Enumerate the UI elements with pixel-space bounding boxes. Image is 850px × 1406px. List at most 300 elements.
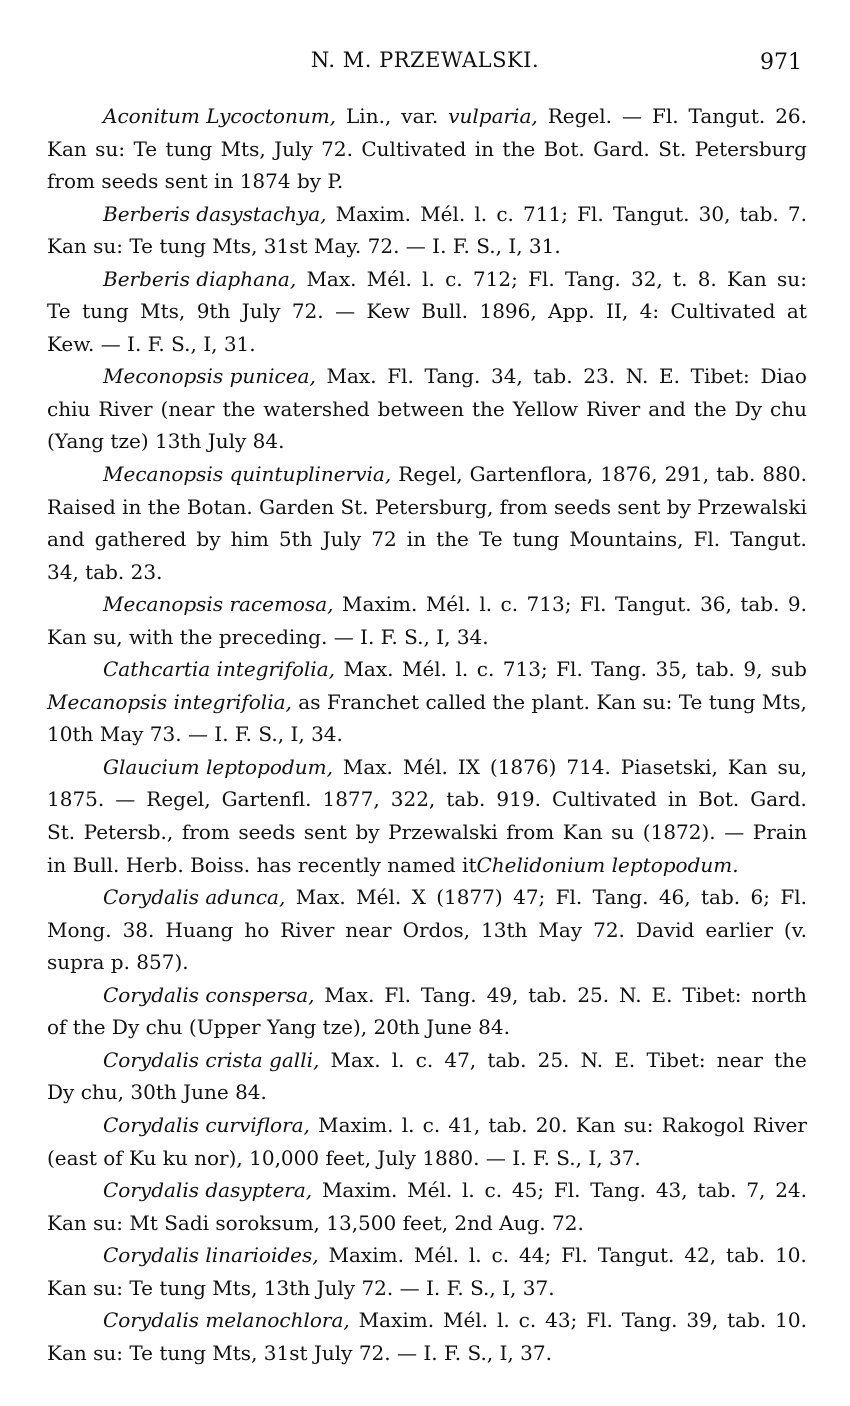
- text-segment: Tangut.: [688, 104, 766, 128]
- text-segment: Petersburg,: [374, 494, 494, 519]
- text-segment: the: [436, 527, 469, 552]
- text-segment: him: [230, 527, 269, 552]
- text-segment: E.: [651, 982, 673, 1007]
- text-segment: Max.: [343, 657, 394, 682]
- text-line: [47, 360, 807, 393]
- text-segment: Petersb.,: [83, 820, 174, 845]
- text-segment: —: [621, 104, 642, 128]
- text-segment: Kan su: Mt Sadi soroksum, 13,500 feet, 2nd Aug. 72.: [47, 1210, 584, 1235]
- text-segment: Te: [47, 299, 71, 324]
- text-line: [47, 653, 807, 686]
- text-segment: 10th May 73. — I. F. S., I, 34.: [47, 722, 343, 747]
- text-segment: 39,: [686, 1308, 719, 1333]
- text-segment: var.: [401, 104, 439, 128]
- text-segment: 25.: [577, 982, 610, 1007]
- text-segment: l.: [461, 1178, 475, 1203]
- running-title: N. M. PRZEWALSKI.: [310, 48, 540, 72]
- text-segment: Diao: [760, 364, 807, 389]
- text-segment: and: [47, 527, 85, 552]
- text-segment: Kan su: Te tung Mts, 31st May. 72. — I. F. S., I, 31.: [47, 234, 561, 259]
- text-segment: 44;: [519, 1243, 552, 1268]
- text-segment: IX: [457, 754, 480, 779]
- text-segment: Kan su: Te tung Mts, 13th July 72. — I. F. S., I, 37.: [47, 1275, 555, 1300]
- text-segment: the: [472, 396, 505, 421]
- text-segment: from seeds sent in 1874 by P.: [47, 169, 344, 194]
- text-segment: 34, tab. 23.: [47, 559, 163, 584]
- text-segment: Kew: [366, 299, 410, 324]
- text-segment: Lin.,: [346, 104, 392, 128]
- text-segment: Bot.: [698, 787, 740, 812]
- text-segment: in: [667, 787, 688, 812]
- text-segment: 10.: [775, 1243, 807, 1268]
- text-segment: Te: [678, 689, 703, 714]
- text-segment: 6;: [750, 885, 770, 910]
- text-segment: App.: [548, 299, 595, 324]
- text-segment: Tangut.: [730, 527, 807, 552]
- text-segment: in: [474, 136, 494, 161]
- species-name: Chelidonium leptopodum.: [476, 852, 739, 877]
- text-segment: Mong.: [47, 917, 112, 942]
- text-segment: tung: [512, 527, 560, 552]
- text-segment: tab.: [488, 1112, 528, 1137]
- text-segment: Tang.: [591, 657, 648, 682]
- text-segment: 1876,: [600, 462, 658, 487]
- text-segment: su,: [777, 754, 807, 779]
- text-line: [47, 1337, 807, 1370]
- text-segment: 322,: [390, 787, 436, 812]
- text-segment: c.: [445, 266, 463, 291]
- text-segment: 7,: [746, 1178, 766, 1203]
- text-segment: II,: [606, 299, 629, 324]
- text-segment: from: [181, 820, 230, 845]
- text-segment: as: [298, 689, 321, 714]
- text-segment: 36,: [700, 592, 732, 617]
- text-segment: from: [506, 820, 555, 845]
- text-segment: c.: [518, 1308, 537, 1333]
- text-segment: —: [724, 820, 745, 845]
- text-line: [47, 686, 807, 719]
- text-segment: gathered: [94, 527, 187, 552]
- text-segment: (near: [160, 396, 215, 421]
- text-segment: Maxim.: [341, 592, 418, 617]
- text-segment: Botan.: [186, 494, 253, 519]
- text-segment: (1877): [436, 885, 503, 910]
- text-segment: (east of Ku ku nor), 10,000 feet, July 1880. — I. F. S., I, 37.: [47, 1145, 641, 1170]
- text-segment: c.: [415, 1047, 434, 1072]
- text-segment: 32,: [630, 266, 663, 291]
- text-segment: in Bull. Herb. Boiss. has recently named it: [47, 852, 477, 877]
- species-name: Cathcartia integrifolia,: [103, 657, 335, 682]
- text-segment: Max.: [324, 982, 375, 1007]
- text-segment: su:: [777, 266, 807, 291]
- text-segment: Kan su: Te tung Mts, 31st July 72. — I. F. S., I, 37.: [47, 1340, 552, 1365]
- text-segment: River: [98, 396, 153, 421]
- text-segment: chu: [770, 396, 807, 421]
- text-segment: July: [241, 299, 281, 324]
- text-segment: Mél.: [356, 885, 402, 910]
- text-line: [47, 914, 807, 947]
- species-name: Corydalis melanochlora,: [103, 1308, 350, 1333]
- text-segment: Regel,: [146, 787, 211, 812]
- text-segment: tab.: [446, 787, 486, 812]
- text-segment: and: [648, 396, 686, 421]
- text-segment: Bull.: [421, 299, 469, 324]
- text-segment: Kan: [47, 136, 87, 161]
- text-segment: sub: [770, 657, 807, 682]
- text-line: [47, 1142, 807, 1175]
- text-segment: Prain: [752, 820, 807, 845]
- text-segment: Fl.: [579, 592, 607, 617]
- text-segment: chiu: [47, 396, 91, 421]
- text-segment: Maxim.: [358, 1308, 435, 1333]
- text-segment: Gartenflora,: [469, 462, 594, 487]
- text-segment: earlier: [705, 917, 773, 942]
- text-segment: 4:: [639, 299, 660, 324]
- text-segment: 25.: [537, 1047, 570, 1072]
- text-segment: sent: [303, 820, 347, 845]
- text-segment: Fl.: [693, 527, 721, 552]
- text-line: [47, 165, 807, 198]
- text-segment: su: [611, 820, 635, 845]
- text-segment: su:: [623, 1112, 654, 1137]
- text-line: [47, 295, 807, 328]
- text-line: [47, 198, 807, 231]
- text-segment: tab.: [697, 1178, 737, 1203]
- text-segment: Yellow: [512, 396, 579, 421]
- text-segment: seeds: [554, 494, 612, 519]
- text-segment: l.: [422, 266, 435, 291]
- text-segment: Kan: [596, 689, 637, 714]
- text-segment: 713;: [526, 592, 572, 617]
- text-segment: 45;: [511, 1178, 545, 1203]
- text-line: [47, 133, 807, 166]
- text-segment: the: [502, 136, 536, 161]
- text-segment: July: [322, 527, 362, 552]
- text-line: [47, 588, 807, 621]
- text-segment: l.: [474, 201, 488, 226]
- text-segment: c.: [484, 1178, 503, 1203]
- text-segment: Petersburg: [694, 136, 807, 161]
- text-segment: in: [406, 527, 427, 552]
- text-line: [47, 1109, 807, 1142]
- text-segment: (Yang tze) 13th July 84.: [47, 429, 285, 454]
- text-segment: the: [222, 396, 256, 421]
- text-segment: by: [355, 820, 380, 845]
- text-segment: Mél.: [366, 266, 412, 291]
- text-line: [47, 328, 807, 361]
- text-segment: between: [377, 396, 464, 421]
- text-segment: plant.: [531, 689, 590, 714]
- text-segment: watershed: [263, 396, 370, 421]
- text-segment: Mél.: [413, 1243, 459, 1268]
- species-name: vulparia,: [448, 104, 538, 128]
- text-segment: Fl.: [561, 1243, 588, 1268]
- text-segment: (1876): [489, 754, 557, 779]
- text-segment: 42,: [684, 1243, 717, 1268]
- text-segment: 9.: [787, 592, 807, 617]
- text-segment: N.: [619, 982, 642, 1007]
- text-segment: Gartenfl.: [221, 787, 312, 812]
- text-line: [47, 425, 807, 458]
- text-segment: Mél.: [402, 754, 448, 779]
- text-segment: 8.: [697, 266, 717, 291]
- text-segment: Tang.: [590, 1178, 647, 1203]
- text-segment: Fl.: [577, 201, 604, 226]
- species-name: Mecanopsis integrifolia,: [47, 689, 292, 714]
- text-segment: Te: [133, 136, 158, 161]
- species-name: Corydalis adunca,: [103, 885, 286, 910]
- text-segment: Max.: [342, 754, 393, 779]
- text-segment: c.: [496, 201, 514, 226]
- text-line: [47, 393, 807, 426]
- species-name: Aconitum Lycoctonum,: [103, 104, 337, 128]
- text-segment: River: [752, 1112, 807, 1137]
- text-segment: Tangut.: [614, 592, 692, 617]
- text-segment: c.: [491, 1243, 510, 1268]
- text-segment: 714.: [566, 754, 611, 779]
- text-segment: St.: [658, 136, 687, 161]
- text-line: [47, 100, 807, 133]
- text-segment: —: [115, 787, 136, 812]
- species-name: Berberis diaphana,: [103, 266, 297, 291]
- text-segment: 34,: [490, 364, 523, 389]
- text-segment: t.: [673, 266, 688, 291]
- text-segment: Maxim.: [328, 1243, 404, 1268]
- text-segment: Maxim.: [321, 1178, 398, 1203]
- text-segment: Mél.: [425, 592, 471, 617]
- text-segment: Kan: [727, 266, 767, 291]
- text-segment: 712;: [472, 266, 518, 291]
- text-segment: the: [693, 396, 727, 421]
- text-segment: Fl.: [528, 266, 555, 291]
- text-segment: Franchet: [326, 689, 420, 714]
- text-segment: 46,: [658, 885, 691, 910]
- text-segment: l.: [391, 1047, 405, 1072]
- text-segment: Tang.: [621, 1308, 678, 1333]
- text-segment: 43;: [545, 1308, 578, 1333]
- text-segment: Mél.: [407, 1178, 453, 1203]
- text-segment: (v.: [783, 917, 807, 942]
- text-segment: 43,: [655, 1178, 688, 1203]
- text-segment: David: [635, 917, 695, 942]
- text-segment: E.: [614, 1047, 636, 1072]
- text-segment: Tangut.: [612, 201, 690, 226]
- text-segment: tab.: [487, 1047, 527, 1072]
- text-line: [47, 979, 807, 1012]
- text-segment: St.: [47, 820, 76, 845]
- text-segment: by: [196, 527, 221, 552]
- text-segment: Piasetski,: [620, 754, 718, 779]
- text-segment: tab.: [716, 462, 756, 487]
- text-segment: 35,: [655, 657, 688, 682]
- text-segment: the: [492, 689, 526, 714]
- text-segment: Tang.: [592, 885, 649, 910]
- text-segment: Tang.: [420, 982, 477, 1007]
- text-segment: called: [425, 689, 486, 714]
- text-line: [47, 881, 807, 914]
- text-segment: 20.: [535, 1112, 568, 1137]
- text-segment: 24.: [775, 1178, 807, 1203]
- text-segment: Cultivated: [551, 787, 657, 812]
- text-segment: Mts,: [220, 136, 266, 161]
- text-segment: Mél.: [420, 201, 466, 226]
- text-segment: Fl.: [780, 885, 807, 910]
- text-line: [47, 1272, 807, 1305]
- text-segment: c.: [500, 592, 519, 617]
- text-segment: 30,: [698, 201, 731, 226]
- text-segment: Mts,: [761, 689, 807, 714]
- text-segment: su:: [95, 136, 126, 161]
- text-line: [47, 816, 807, 849]
- species-name: Corydalis linarioides,: [103, 1243, 319, 1268]
- text-segment: 880.: [762, 462, 807, 487]
- text-segment: at: [786, 299, 807, 324]
- text-line: [47, 946, 807, 979]
- text-segment: Kew. — I. F. S., I, 31.: [47, 331, 256, 356]
- species-name: Mecanopsis racemosa,: [103, 592, 334, 617]
- text-segment: River: [280, 917, 335, 942]
- text-segment: 5th: [278, 527, 313, 552]
- text-segment: su:: [642, 689, 673, 714]
- text-segment: 9th: [196, 299, 231, 324]
- text-segment: Tibet:: [646, 1047, 706, 1072]
- text-segment: north: [751, 982, 807, 1007]
- text-segment: 49,: [486, 982, 519, 1007]
- text-segment: X: [411, 885, 426, 910]
- text-segment: 291,: [664, 462, 710, 487]
- text-segment: 9,: [743, 657, 763, 682]
- text-segment: Tibet:: [690, 364, 750, 389]
- text-line: [47, 1044, 807, 1077]
- text-segment: July: [274, 136, 313, 161]
- text-segment: tung: [82, 299, 129, 324]
- text-segment: 72.: [291, 299, 324, 324]
- text-segment: Regel.: [547, 104, 612, 128]
- text-segment: 23.: [583, 364, 616, 389]
- text-segment: tab.: [727, 1308, 767, 1333]
- text-segment: Kan su, with the preceding. — I. F. S., I, 34.: [47, 624, 489, 649]
- species-name: Corydalis crista galli,: [103, 1047, 320, 1072]
- text-segment: Cultivated: [361, 136, 467, 161]
- text-segment: tab.: [701, 885, 741, 910]
- text-segment: 1877,: [322, 787, 380, 812]
- species-name: Mecanopsis quintuplinervia,: [103, 462, 392, 487]
- text-segment: Cultivated: [670, 299, 776, 324]
- text-segment: Przewalski: [697, 494, 807, 519]
- text-line: [47, 718, 807, 751]
- text-segment: near: [345, 917, 392, 942]
- text-segment: the: [147, 494, 181, 519]
- text-segment: tab.: [726, 1243, 766, 1268]
- text-segment: 713;: [502, 657, 548, 682]
- text-segment: N.: [625, 364, 649, 389]
- text-segment: Kan: [575, 1112, 616, 1137]
- text-segment: E.: [659, 364, 680, 389]
- text-segment: Tang.: [424, 364, 481, 389]
- text-segment: Mountains,: [569, 527, 684, 552]
- text-segment: 10.: [775, 1308, 807, 1333]
- text-segment: ho: [244, 917, 270, 942]
- species-name: Berberis dasystachya,: [103, 201, 327, 226]
- text-segment: Ordos,: [402, 917, 471, 942]
- text-line: [47, 1011, 807, 1044]
- text-segment: 72.: [321, 136, 353, 161]
- species-name: Corydalis conspersa,: [103, 982, 315, 1007]
- text-line: [47, 1076, 807, 1109]
- text-segment: Fl.: [651, 104, 679, 128]
- text-segment: Kan: [727, 754, 768, 779]
- text-segment: Tang.: [564, 266, 621, 291]
- text-segment: Fl.: [556, 657, 583, 682]
- text-segment: Bot.: [543, 136, 585, 161]
- text-segment: by: [666, 494, 691, 519]
- text-segment: of the Dy chu (Upper Yang tze), 20th June 84.: [47, 1015, 510, 1040]
- text-segment: 1896,: [479, 299, 537, 324]
- text-segment: Gard.: [593, 136, 650, 161]
- text-segment: Tangut.: [597, 1243, 675, 1268]
- species-name: Corydalis curviflora,: [103, 1112, 310, 1137]
- text-segment: Max.: [306, 266, 357, 291]
- text-segment: tab.: [739, 201, 779, 226]
- text-segment: Garden: [259, 494, 335, 519]
- text-segment: —: [335, 299, 356, 324]
- text-segment: Dy chu, 30th June 84.: [47, 1080, 267, 1105]
- text-segment: 13th: [481, 917, 528, 942]
- text-line: [47, 621, 807, 654]
- text-line: [47, 458, 807, 491]
- text-segment: l.: [496, 1308, 510, 1333]
- text-segment: N.: [580, 1047, 604, 1072]
- species-name: Glaucium leptopodum,: [103, 754, 333, 779]
- text-segment: l.: [479, 592, 493, 617]
- text-line: [47, 523, 807, 556]
- text-segment: Rakogol: [661, 1112, 745, 1137]
- text-segment: l.: [455, 657, 469, 682]
- text-segment: tung: [165, 136, 213, 161]
- text-segment: St.: [340, 494, 369, 519]
- species-name: Meconopsis punicea,: [103, 364, 316, 389]
- text-segment: 919.: [496, 787, 541, 812]
- text-line: [47, 1304, 807, 1337]
- text-segment: sent: [617, 494, 661, 519]
- text-line: [47, 783, 807, 816]
- text-segment: tung: [708, 689, 756, 714]
- text-segment: Fl.: [553, 1178, 581, 1203]
- text-segment: 47,: [444, 1047, 477, 1072]
- text-line: [47, 849, 807, 882]
- text-segment: tab.: [533, 364, 573, 389]
- text-segment: Fl.: [384, 982, 411, 1007]
- text-segment: Mél.: [442, 1308, 489, 1333]
- text-segment: (1872).: [642, 820, 716, 845]
- text-segment: l.: [401, 1112, 415, 1137]
- text-segment: 1875.: [47, 787, 105, 812]
- text-segment: Fl.: [586, 1308, 613, 1333]
- text-segment: May: [538, 917, 583, 942]
- text-segment: 711;: [523, 201, 568, 226]
- text-segment: Dy: [734, 396, 762, 421]
- text-segment: Gard.: [750, 787, 807, 812]
- species-name: Corydalis dasyptera,: [103, 1178, 313, 1203]
- text-segment: Przewalski: [388, 820, 498, 845]
- text-line: [47, 1174, 807, 1207]
- text-segment: Max.: [295, 885, 346, 910]
- text-line: [47, 230, 807, 263]
- text-segment: Max.: [326, 364, 377, 389]
- text-segment: 7.: [787, 201, 807, 226]
- text-segment: 41,: [448, 1112, 481, 1137]
- text-segment: River: [586, 396, 641, 421]
